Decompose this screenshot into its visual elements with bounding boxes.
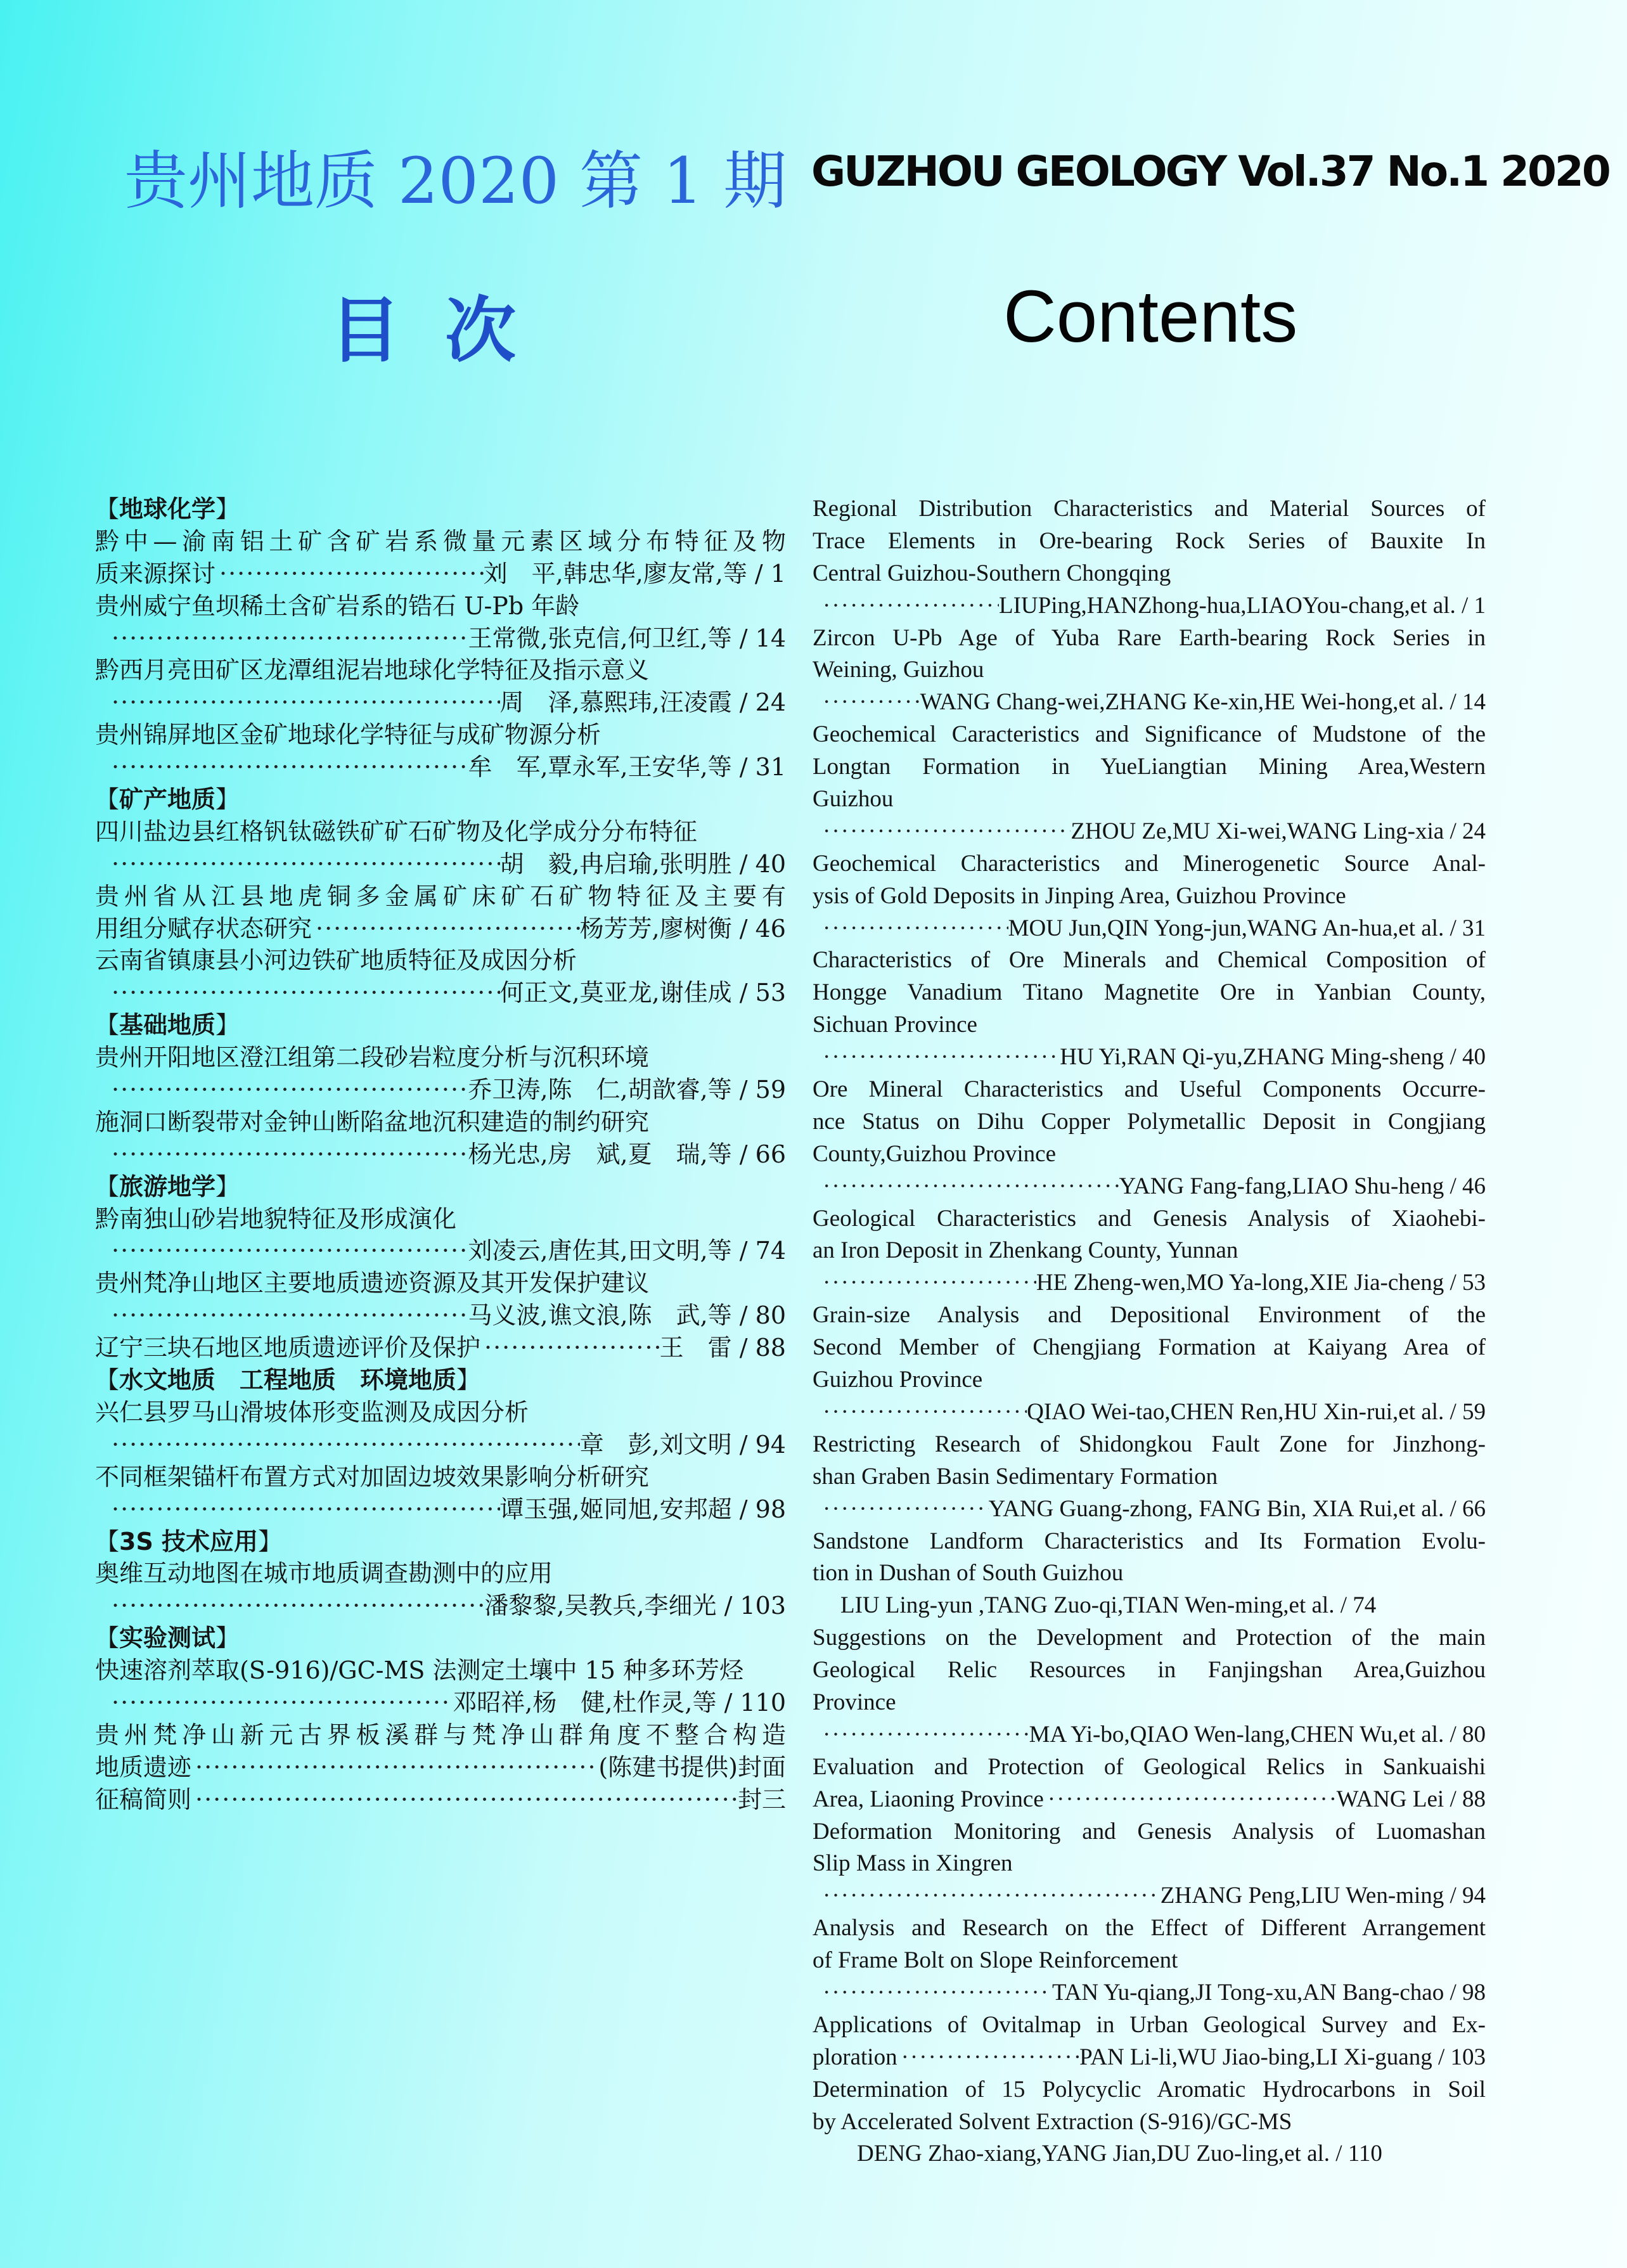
toc-leader-line [813, 1171, 1486, 1203]
toc-leader-line [95, 1429, 786, 1461]
entry-authors-page: HE Zheng-wen,MO Ya-long,XIE Jia-cheng / 53 [1036, 1270, 1486, 1296]
entry-title-line: Guizhou [813, 786, 894, 813]
entry-title-line: by Accelerated Solvent Extraction (S-916)/GC-MS [813, 2108, 1292, 2135]
toc-leader-line [95, 751, 786, 783]
toc-chinese-column [95, 493, 786, 1816]
dot-leader [819, 1493, 989, 1526]
dot-leader [819, 1719, 1029, 1751]
entry-authors-page: 何正文,莫亚龙,谢佳成 / 53 [499, 979, 786, 1007]
entry-authors-page: 杨芳芳,廖树衡 / 46 [579, 914, 786, 943]
dot-leader [108, 977, 500, 1009]
entry-title-line: Geological Relic Resources in Fanjingshan Area,Guizhou [813, 1657, 1486, 1684]
entry-authors-page: (陈建书提供)封面 [598, 1753, 786, 1781]
toc-section-heading [95, 1622, 786, 1654]
toc-leader-line [813, 1396, 1486, 1429]
toc-leader-line [95, 1332, 786, 1364]
dot-leader [819, 1171, 1119, 1203]
dot-leader [108, 686, 500, 719]
entry-title-line: Grain-size Analysis and Depositional Environment of the [813, 1302, 1486, 1329]
entry-title-line: Geochemical Caracteristics and Significance of Mudstone of the [813, 721, 1486, 748]
entry-title-line: Weining, Guizhou [813, 657, 984, 683]
entry-title-line: an Iron Deposit in Zhenkang County, Yunnan [813, 1237, 1238, 1264]
bracket: 】 [215, 1172, 240, 1201]
entry-title-line: Restricting Research of Shidongkou Fault Zone for Jinzhong- [813, 1431, 1486, 1457]
dot-leader [108, 751, 468, 783]
entry-authors-page: DENG Zhao-xiang,YANG Jian,DU Zuo-ling,et al. / 110 [857, 2141, 1382, 2167]
dot-leader [819, 590, 999, 622]
dot-leader [108, 1138, 468, 1171]
toc-leader-line [813, 1041, 1486, 1074]
section-name: 3S 技术应用 [119, 1527, 259, 1556]
entry-title-end: 地质遗迹 [95, 1753, 192, 1781]
dot-leader [819, 816, 1071, 848]
bracket: 】 [215, 495, 240, 523]
entry-title-line: Province [813, 1689, 896, 1715]
entry-title-line: Slip Mass in Xingren [813, 1850, 1013, 1877]
entry-title-line: Guizhou Province [813, 1367, 983, 1393]
entry-title-line: Central Guizhou-Southern Chongqing [813, 560, 1171, 586]
entry-title: 贵州锦屏地区金矿地球化学特征与成矿物源分析 [95, 721, 601, 749]
bracket: 【 [95, 1011, 120, 1040]
section-name: 实验测试 [119, 1624, 216, 1653]
entry-authors-page: 周 泽,慕熙玮,汪凌霞 / 24 [499, 688, 786, 717]
toc-leader-line [813, 1719, 1486, 1751]
entry-title: 贵州梵净山新元古界板溪群与梵净山群角度不整合构造 [95, 1720, 786, 1749]
dot-leader [1044, 1784, 1337, 1816]
section-name: 矿产地质 [119, 785, 216, 814]
entry-authors-page: WANG Lei / 88 [1336, 1786, 1486, 1812]
bracket: 【 [95, 785, 120, 814]
dot-leader [819, 686, 920, 719]
dot-leader [819, 1267, 1036, 1299]
entry-authors-page: PAN Li-li,WU Jiao-bing,LI Xi-guang / 103 [1079, 2044, 1486, 2070]
toc-leader-line [813, 1267, 1486, 1299]
toc-section-heading [95, 783, 786, 816]
entry-title-line: Ore Mineral Characteristics and Useful Components Occurre- [813, 1076, 1486, 1103]
dot-leader [819, 1396, 1027, 1429]
entry-authors-page: ZHANG Peng,LIU Wen-ming / 94 [1160, 1883, 1486, 1909]
toc-section-heading [95, 1526, 786, 1558]
entry-authors-page: 邓昭祥,杨 健,杜作灵,等 / 110 [453, 1688, 786, 1717]
entry-title: 不同框架锚杆布置方式对加固边坡效果影响分析研究 [95, 1462, 650, 1491]
entry-authors-page: 胡 毅,冉启瑜,张明胜 / 40 [499, 849, 786, 878]
entry-authors-page: 牟 军,覃永军,王安华,等 / 31 [468, 753, 786, 782]
entry-title: 兴仁县罗马山滑坡体形变监测及成因分析 [95, 1398, 529, 1426]
bracket: 】 [456, 1366, 481, 1395]
entry-authors-page: LIUPing,HANZhong-hua,LIAOYou-chang,et al. / 1 [999, 592, 1486, 619]
entry-authors-page: 马义波,谯文浪,陈 武,等 / 80 [468, 1301, 786, 1330]
bracket: 【 [95, 1527, 120, 1556]
contents-title-cn: 目次 [330, 289, 560, 372]
entry-authors-page: 谭玉强,姬同旭,安邦超 / 98 [499, 1495, 786, 1523]
toc-section-heading [95, 1171, 786, 1203]
bracket: 【 [95, 1172, 120, 1201]
entry-authors-page: 章 彭,刘文明 / 94 [579, 1430, 786, 1459]
entry-title-line: Longtan Formation in YueLiangtian Mining Area,Western [813, 754, 1486, 780]
entry-authors-page: 王常微,张克信,何卫红,等 / 14 [468, 624, 786, 652]
entry-title-line: Applications of Ovitalmap in Urban Geological Survey and Ex- [813, 2011, 1486, 2038]
dot-leader [108, 1429, 580, 1461]
toc-leader-line [95, 1590, 786, 1622]
entry-authors-page: YANG Fang-fang,LIAO Shu-heng / 46 [1119, 1173, 1486, 1199]
dot-leader [108, 1299, 468, 1332]
entry-title-line: Zircon U-Pb Age of Yuba Rare Earth-bearing Rock Series in [813, 624, 1486, 651]
bracket: 【 [95, 1366, 120, 1395]
contents-title-en: Contents [1003, 275, 1298, 358]
entry-authors-page: MOU Jun,QIN Yong-jun,WANG An-hua,et al. / 31 [1008, 915, 1486, 941]
bracket: 】 [258, 1527, 283, 1556]
entry-title-line: Sandstone Landform Characteristics and Its Formation Evolu- [813, 1528, 1486, 1554]
toc-leader-line [95, 913, 786, 945]
entry-authors-page: QIAO Wei-tao,CHEN Ren,HU Xin-rui,et al. / 59 [1027, 1398, 1486, 1425]
entry-title-line: Hongge Vanadium Titano Magnetite Ore in Yanbian County, [813, 979, 1486, 1006]
bracket: 】 [215, 1011, 240, 1040]
entry-title-line: Deformation Monitoring and Genesis Analysis of Luomashan [813, 1818, 1486, 1845]
journal-issue-cn: 贵州地质 2020 第 1 期 [124, 144, 787, 218]
toc-leader-line [95, 1235, 786, 1267]
toc-leader-line [95, 1493, 786, 1526]
entry-authors-page: WANG Chang-wei,ZHANG Ke-xin,HE Wei-hong,et al. / 14 [920, 689, 1486, 716]
entry-title-end: 辽宁三块石地区地质遗迹评价及保护 [95, 1334, 481, 1362]
toc-leader-line [813, 1784, 1486, 1816]
entry-title-line: Evaluation and Protection of Geological Relics in Sankuaishi [813, 1753, 1486, 1780]
entry-title: 黔南独山砂岩地貌特征及形成演化 [95, 1204, 457, 1233]
entry-authors-page: MA Yi-bo,QIAO Wen-lang,CHEN Wu,et al. / 80 [1029, 1721, 1486, 1748]
toc-english-column [813, 493, 1486, 2170]
toc-leader-line [813, 1977, 1486, 2009]
toc-leader-line [813, 590, 1486, 622]
bracket: 【 [95, 495, 120, 523]
entry-authors-page: LIU Ling-yun ,TANG Zuo-qi,TIAN Wen-ming,et al. / 74 [840, 1592, 1377, 1619]
journal-issue-en: GUZHOU GEOLOGY Vol.37 No.1 2020 [811, 147, 1609, 196]
toc-leader-line [813, 2042, 1486, 2074]
bracket: 【 [95, 1624, 120, 1653]
dot-leader [108, 1074, 468, 1106]
entry-title-line: tion in Dushan of South Guizhou [813, 1560, 1124, 1587]
section-name: 旅游地学 [119, 1172, 216, 1201]
entry-title: 黔中—渝南铝土矿含矿岩系微量元素区域分布特征及物 [95, 527, 786, 555]
entry-authors-page: 潘黎黎,吴教兵,李细光 / 103 [484, 1592, 786, 1620]
entry-authors-page: TAN Yu-qiang,JI Tong-xu,AN Bang-chao / 98 [1052, 1979, 1486, 2006]
entry-title-line: Trace Elements in Ore-bearing Rock Series of Bauxite In [813, 527, 1486, 554]
entry-title-end: 征稿简则 [95, 1785, 192, 1814]
dot-leader [191, 1751, 598, 1784]
toc-leader-line [813, 816, 1486, 848]
dot-leader [819, 1880, 1161, 1912]
toc-leader-line [95, 1074, 786, 1106]
dot-leader [312, 913, 580, 945]
entry-title: 贵州梵净山地区主要地质遗迹资源及其开发保护建议 [95, 1269, 650, 1298]
dot-leader [108, 1590, 484, 1622]
entry-title-end: ploration [813, 2044, 897, 2070]
toc-section-heading [95, 493, 786, 525]
dot-leader [108, 1493, 500, 1526]
toc-leader-line [95, 848, 786, 880]
entry-title-line: Geochemical Characteristics and Minerogenetic Source Anal- [813, 850, 1486, 877]
entry-title-line: shan Graben Basin Sedimentary Formation [813, 1463, 1218, 1490]
entry-title-line: Characteristics of Ore Minerals and Chemical Composition of [813, 947, 1486, 974]
toc-leader-line [95, 1751, 786, 1784]
entry-title-line: ysis of Gold Deposits in Jinping Area, Guizhou Province [813, 882, 1346, 909]
entry-title: 云南省镇康县小河边铁矿地质特征及成因分析 [95, 946, 577, 975]
toc-leader-line [813, 686, 1486, 719]
entry-title: 四川盐边县红格钒钛磁铁矿矿石矿物及化学成分分布特征 [95, 817, 698, 846]
entry-title: 贵州威宁鱼坝稀土含矿岩系的锆石 U-Pb 年龄 [95, 591, 580, 620]
toc-leader-line [95, 977, 786, 1009]
entry-authors-page: YANG Guang-zhong, FANG Bin, XIA Rui,et al. / 66 [988, 1495, 1486, 1522]
entry-title-end: Area, Liaoning Province [813, 1786, 1044, 1812]
entry-title: 奥维互动地图在城市地质调查勘测中的应用 [95, 1559, 553, 1588]
bracket: 】 [215, 785, 240, 814]
toc-leader-line [95, 1784, 786, 1816]
dot-leader [108, 1687, 453, 1719]
dot-leader [108, 622, 468, 655]
entry-authors-page: 杨光忠,房 斌,夏 瑞,等 / 66 [468, 1140, 786, 1168]
bracket: 】 [215, 1624, 240, 1653]
toc-section-heading [95, 1009, 786, 1041]
entry-title-line: nce Status on Dihu Copper Polymetallic Deposit in Congjiang [813, 1108, 1486, 1135]
dot-leader [819, 913, 1008, 945]
dot-leader [819, 1977, 1052, 2009]
entry-title-line: of Frame Bolt on Slope Reinforcement [813, 1947, 1178, 1974]
entry-title: 黔西月亮田矿区龙潭组泥岩地球化学特征及指示意义 [95, 656, 650, 685]
section-name: 地球化学 [119, 495, 216, 523]
dot-leader [191, 1784, 738, 1816]
entry-authors-page: 刘 平,韩忠华,廖友常,等 / 1 [483, 559, 786, 588]
entry-title-line: Second Member of Chengjiang Formation at Kaiyang Area of [813, 1334, 1486, 1361]
entry-authors-page: HU Yi,RAN Qi-yu,ZHANG Ming-sheng / 40 [1060, 1044, 1486, 1071]
entry-authors-page: 王 雷 / 88 [659, 1334, 786, 1362]
entry-authors-page: 刘凌云,唐佐其,田文明,等 / 74 [468, 1237, 786, 1265]
entry-title-end: 用组分赋存状态研究 [95, 914, 312, 943]
toc-leader-line [95, 686, 786, 719]
dot-leader [108, 848, 500, 880]
toc-leader-line [95, 1299, 786, 1332]
entry-title: 快速溶剂萃取(S-916)/GC-MS 法测定土壤中 15 种多环芳烃 [95, 1656, 744, 1685]
entry-authors-page: 乔卫涛,陈 仁,胡歆睿,等 / 59 [468, 1076, 786, 1104]
toc-section-heading [95, 1364, 786, 1396]
entry-title: 贵州开阳地区澄江组第二段砂岩粒度分析与沉积环境 [95, 1043, 650, 1072]
toc-leader-line [95, 1687, 786, 1719]
entry-title-line: County,Guizhou Province [813, 1140, 1057, 1167]
entry-title-line: Sichuan Province [813, 1012, 977, 1038]
entry-title-end: 质来源探讨 [95, 559, 216, 588]
section-name: 基础地质 [119, 1011, 216, 1040]
toc-leader-line [813, 1493, 1486, 1526]
dot-leader [108, 1235, 468, 1267]
entry-title-line: Analysis and Research on the Effect of Different Arrangement [813, 1915, 1486, 1942]
entry-title: 贵州省从江县地虎铜多金属矿床矿石矿物特征及主要有 [95, 882, 786, 910]
entry-title-line: Suggestions on the Development and Protection of the main [813, 1625, 1486, 1651]
toc-leader-line [95, 622, 786, 655]
entry-authors-page: ZHOU Ze,MU Xi-wei,WANG Ling-xia / 24 [1071, 818, 1486, 844]
toc-leader-line [95, 1138, 786, 1171]
toc-leader-line [95, 558, 786, 590]
entry-title: 施洞口断裂带对金钟山断陷盆地沉积建造的制约研究 [95, 1107, 650, 1136]
entry-authors-page: 封三 [737, 1785, 786, 1814]
section-name: 水文地质 工程地质 环境地质 [119, 1366, 457, 1395]
toc-leader-line [813, 913, 1486, 945]
dot-leader [215, 558, 484, 590]
dot-leader [819, 1041, 1060, 1074]
dot-leader [897, 2042, 1079, 2074]
entry-title-line: Regional Distribution Characteristics and Material Sources of [813, 496, 1486, 522]
entry-title-line: Determination of 15 Polycyclic Aromatic Hydrocarbons in Soil [813, 2076, 1486, 2103]
entry-title-line: Geological Characteristics and Genesis Analysis of Xiaohebi- [813, 1205, 1486, 1232]
dot-leader [480, 1332, 660, 1364]
toc-leader-line [813, 1880, 1486, 1912]
